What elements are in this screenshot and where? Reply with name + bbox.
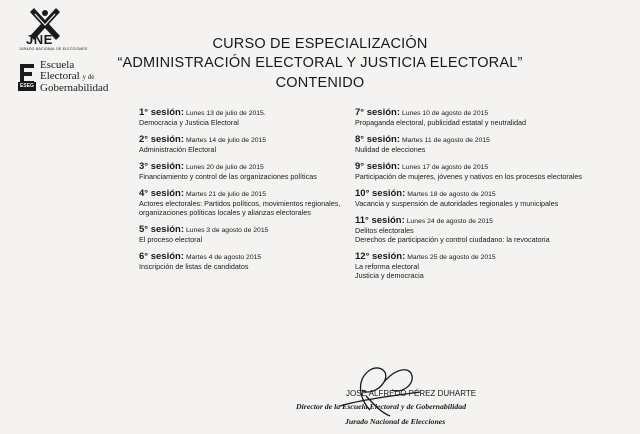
session-number: 10° sesión: — [355, 187, 406, 199]
session-number: 11° sesión: — [355, 214, 405, 226]
jne-logo-subtext: JURADO NACIONAL DE ELECCIONES — [19, 47, 88, 51]
session-item — [355, 108, 590, 127]
session-number: 4° sesión: — [139, 187, 184, 199]
session-number: 12° sesión: — [355, 250, 406, 262]
session-number: 3° sesión: — [139, 160, 184, 172]
session-topic: Nulidad de elecciones — [355, 145, 426, 155]
session-item — [355, 189, 590, 208]
session-number: 7° sesión: — [355, 107, 400, 118]
session-topic: Vacancia y suspensión de autoridades regionales y municipales — [355, 198, 559, 208]
signatory-organization: Jurado Nacional de Elecciones — [345, 417, 446, 426]
session-topic: Actores electorales: Partidos políticos, movimientos regionales, organizaciones políticas locales y alianzas electorales — [139, 198, 341, 218]
session-date: Lunes 10 de agosto de 2015 — [401, 110, 489, 117]
session-topic: Democracia y Justicia Electoral — [139, 118, 239, 128]
escuela-tag: ESEG — [18, 82, 36, 91]
sessions-column-right — [355, 108, 590, 288]
session-topic: El proceso electoral — [139, 235, 203, 245]
session-item — [139, 189, 374, 218]
course-title: CURSO DE ESPECIALIZACIÓN — [212, 36, 428, 52]
session-number: 9° sesión: — [355, 160, 400, 172]
session-date: Lunes 20 de julio de 2015 — [185, 163, 264, 171]
session-number: 2° sesión: — [139, 133, 184, 145]
session-number: 8° sesión: — [355, 133, 400, 145]
jne-logo-text: JNE — [26, 32, 53, 47]
session-number: 1° sesión: — [139, 107, 184, 118]
session-item — [139, 225, 374, 244]
session-topic: Financiamiento y control de las organizaciones políticas — [139, 172, 317, 182]
escuela-logo-text — [40, 60, 108, 94]
sessions-column-left — [139, 108, 374, 279]
session-item — [139, 162, 374, 181]
session-topic: Delitos electorales — [355, 225, 414, 235]
session-item — [355, 252, 590, 281]
escuela-line-3: Gobernabilidad — [40, 82, 109, 94]
session-date: Lunes 24 de agosto de 2015 — [406, 217, 493, 225]
escuela-line-2-small: y de — [82, 73, 95, 81]
session-number: 6° sesión: — [139, 250, 184, 262]
session-date: Martes 11 de agosto de 2015 — [401, 136, 490, 144]
course-subtitle: “ADMINISTRACIÓN ELECTORAL Y JUSTICIA ELECTORAL” — [117, 55, 523, 71]
session-topic: Propaganda electoral, publicidad estatal y neutralidad — [355, 118, 527, 128]
session-topic: La reforma electoral — [355, 261, 419, 271]
signatory-name: JOSE ALFREDO PÉREZ DUHARTE — [346, 389, 477, 398]
session-topic: Participación de mujeres, jóvenes y nativos en los procesos electorales — [355, 172, 582, 182]
session-item — [355, 162, 590, 181]
session-date: Martes 14 de julio de 2015 — [185, 136, 267, 144]
session-date: Lunes 13 de julio de 2015. — [185, 110, 266, 117]
session-item — [355, 216, 590, 245]
session-date: Martes 4 de agosto 2015 — [185, 253, 262, 261]
session-topic-extra: Justicia y democracia — [355, 271, 424, 281]
session-item — [139, 252, 374, 271]
session-date: Lunes 3 de agosto de 2015 — [185, 226, 269, 234]
session-date: Lunes 17 de agosto de 2015 — [401, 163, 489, 171]
contents-heading: CONTENIDO — [275, 75, 365, 91]
session-date: Martes 25 de agosto de 2015 — [407, 253, 496, 261]
session-topic: Inscripción de listas de candidatos — [139, 261, 249, 271]
escuela-line-1: Escuela — [40, 59, 75, 71]
session-topic-extra: Derechos de participación y control ciudadano: la revocatoria — [355, 235, 550, 245]
session-topic: Administración Electoral — [139, 145, 217, 155]
session-date: Martes 21 de julio de 2015 — [185, 190, 267, 198]
session-number: 5° sesión: — [139, 223, 184, 235]
session-item — [355, 135, 590, 154]
session-date: Martes 18 de agosto de 2015 — [407, 190, 496, 198]
signatory-title: Director de la Escuela Electoral y de Gobernabilidad — [296, 402, 466, 411]
session-item — [139, 135, 374, 154]
escuela-line-2-main: Electoral — [40, 70, 80, 82]
session-item — [139, 108, 374, 127]
